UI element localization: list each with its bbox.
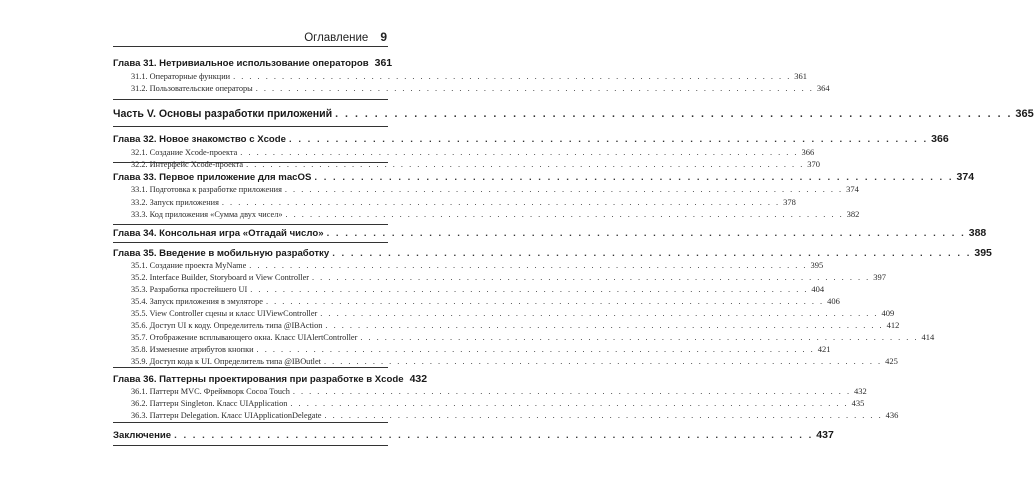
toc-entry-page: 374	[956, 171, 975, 183]
dot-leader: . . . . . . . . . . . . . . . . . . . . . . . . . . . . . . . . . . . . . . . . . . . . . . . . . . . . . . . . . . . . . . . . . . . . .	[250, 285, 809, 294]
toc-entry-title: 35.7. Отображение всплывающего окна. Класс UIAlertController	[131, 333, 358, 342]
toc-entry-title: 35.6. Доступ UI к коду. Определитель типа @IBAction	[131, 321, 323, 330]
dot-leader: . . . . . . . . . . . . . . . . . . . . . . . . . . . . . . . . . . . . . . . . . . . . . . . . . . . . . . . . . . . . . . . . . . . . .	[324, 411, 883, 420]
toc-entry-page: 404	[811, 284, 825, 294]
toc-entry-conclusion[interactable]	[113, 429, 834, 441]
toc-entry-title: 36.1. Паттерн MVC. Фреймворк Cocoa Touch	[131, 387, 290, 396]
toc-entry-chapter[interactable]	[113, 247, 992, 259]
toc-entry-title: 35.5. View Controller сцены и класс UIViewController	[131, 309, 318, 318]
toc-entry-section[interactable]	[113, 398, 865, 408]
dot-leader: . . . . . . . . . . . . . . . . . . . . . . . . . . . . . . . . . . . . . . . . . . . . . . . . . . . . . . . . . . . . . . . . . . . . .	[323, 357, 883, 366]
toc-entry-page: 436	[885, 410, 899, 420]
toc-entry-page: 374	[846, 184, 859, 194]
divider	[113, 445, 388, 446]
toc-entry-title: 33.2. Запуск приложения	[131, 198, 219, 207]
toc-entry-section[interactable]	[113, 159, 821, 169]
toc-entry-page: 361	[374, 57, 393, 69]
toc-entry-section[interactable]	[113, 386, 867, 396]
toc-entry-title: 35.2. Interface Builder, Storyboard и View Controller	[131, 273, 310, 282]
dot-leader: . . . . . . . . . . . . . . . . . . . . . . . . . . . . . . . . . . . . . . . . . . . . . . . . . . . . . . . . . . . . . . . . . . . . .	[320, 309, 879, 318]
toc-entry-section[interactable]	[113, 260, 824, 270]
toc-entry-chapter[interactable]	[113, 171, 975, 183]
dot-leader: . . . . . . . . . . . . . . . . . . . . . . . . . . . . . . . . . . . . . . . . . . . . . . . . . . . . . . . . . . . . . . . . . . . . .	[314, 172, 954, 183]
dot-leader: . . . . . . . . . . . . . . . . . . . . . . . . . . . . . . . . . . . . . . . . . . . . . . . . . . . . . . . . . . . . . . . . . . . . .	[360, 333, 919, 342]
page-number: 9	[380, 30, 387, 44]
toc-entry-title: Глава 36. Паттерны проектирования при разработке в Xcode	[113, 374, 404, 385]
toc-entry-title: 32.2. Интерфейс Xcode-проекта	[131, 160, 244, 169]
toc-entry-page: 432	[409, 373, 428, 385]
running-head-title: Оглавление	[304, 32, 369, 44]
divider	[113, 242, 388, 243]
dot-leader: . . . . . . . . . . . . . . . . . . . . . . . . . . . . . . . . . . . . . . . . . . . . . . . . . . . . . . . . . . . . . . . . . . . . .	[335, 108, 1013, 120]
toc-entry-section[interactable]	[113, 344, 831, 354]
toc-entry-page: 370	[807, 159, 821, 169]
dot-leader: . . . . . . . . . . . . . . . . . . . . . . . . . . . . . . . . . . . . . . . . . . . . . . . . . . . . . . . . . . . . . . . . . . . . .	[255, 84, 814, 93]
toc-entry-page: 437	[816, 429, 834, 441]
toc-entry-page: 382	[846, 209, 860, 219]
dot-leader: . . . . . . . . . . . . . . . . . . . . . . . . . . . . . . . . . . . . . . . . . . . . . . . . . . . . . . . . . . . . . . . . . . . . .	[285, 210, 844, 219]
toc-entry-title: 35.9. Доступ кода к UI. Определитель типа @IBOutlet	[131, 357, 321, 366]
toc-entry-page: 432	[854, 386, 867, 396]
divider	[113, 422, 388, 423]
toc-entry-title: 36.2. Паттерн Singleton. Класс UIApplication	[131, 399, 288, 408]
toc-entry-page: 388	[968, 227, 987, 239]
toc-entry-page: 378	[783, 197, 796, 207]
toc-entry-page: 414	[921, 332, 935, 342]
toc-entry-section[interactable]	[113, 272, 886, 282]
toc-entry-section[interactable]	[113, 83, 830, 93]
toc-entry-title: 33.1. Подготовка к разработке приложения	[131, 185, 282, 194]
toc-entry-part[interactable]	[113, 108, 1034, 120]
toc-entry-section[interactable]	[113, 209, 860, 219]
toc-entry-title: Часть V. Основы разработки приложений	[113, 108, 333, 120]
toc-entry-title: 32.1. Создание Xcode-проекта	[131, 148, 238, 157]
toc-entry-title: Глава 33. Первое приложение для macOS	[113, 172, 312, 183]
toc-entry-section[interactable]	[113, 147, 815, 157]
dot-leader: . . . . . . . . . . . . . . . . . . . . . . . . . . . . . . . . . . . . . . . . . . . . . . . . . . . . . . . . . . . . . . . . . . . . .	[325, 321, 884, 330]
dot-leader: . . . . . . . . . . . . . . . . . . . . . . . . . . . . . . . . . . . . . . . . . . . . . . . . . . . . . . . . . . . . . . . . . . . . .	[332, 248, 972, 259]
toc-entry-page: 406	[827, 296, 840, 306]
toc-entry-title: Глава 32. Новое знакомство с Xcode	[113, 134, 286, 145]
toc-entry-chapter[interactable]	[113, 57, 393, 69]
toc-entry-page: 397	[873, 272, 886, 282]
toc-entry-page: 395	[810, 260, 824, 270]
toc-entry-title: 35.3. Разработка простейшего UI	[131, 285, 248, 294]
toc-entry-chapter[interactable]	[113, 227, 987, 239]
toc-entry-title: 33.3. Код приложения «Сумма двух чисел»	[131, 210, 283, 219]
divider	[113, 46, 388, 47]
toc-entry-chapter[interactable]	[113, 133, 949, 145]
toc-entry-section[interactable]	[113, 184, 859, 194]
divider	[113, 367, 388, 368]
toc-entry-page: 395	[974, 247, 992, 259]
dot-leader: . . . . . . . . . . . . . . . . . . . . . . . . . . . . . . . . . . . . . . . . . . . . . . . . . . . . . . . . . . . . . . . . . . . . .	[246, 160, 805, 169]
toc-entry-section[interactable]	[113, 71, 808, 81]
toc-entry-page: 366	[801, 147, 815, 157]
dot-leader: . . . . . . . . . . . . . . . . . . . . . . . . . . . . . . . . . . . . . . . . . . . . . . . . . . . . . . . . . . . . . . . . . . . . .	[290, 399, 849, 408]
toc-entry-page: 365	[1015, 108, 1034, 120]
toc-entry-title: Заключение	[113, 430, 172, 441]
dot-leader: . . . . . . . . . . . . . . . . . . . . . . . . . . . . . . . . . . . . . . . . . . . . . . . . . . . . . . . . . . . . . . . . . . . . .	[240, 148, 799, 157]
toc-entry-title: 31.1. Операторные функции	[131, 72, 231, 81]
toc-entry-title: 35.1. Создание проекта MyName	[131, 261, 247, 270]
toc-entry-title: Глава 31. Нетривиальное использование операторов	[113, 58, 369, 69]
toc-entry-section[interactable]	[113, 296, 840, 306]
dot-leader: . . . . . . . . . . . . . . . . . . . . . . . . . . . . . . . . . . . . . . . . . . . . . . . . . . . . . . . . . . . . . . . . . . . . .	[265, 297, 825, 306]
toc-entry-page: 364	[816, 83, 830, 93]
toc-entry-page: 435	[851, 398, 865, 408]
toc-entry-chapter[interactable]	[113, 373, 428, 385]
divider	[113, 99, 388, 100]
toc-entry-page: 409	[881, 308, 895, 318]
toc-entry-title: 35.8. Изменение атрибутов кнопки	[131, 345, 254, 354]
dot-leader: . . . . . . . . . . . . . . . . . . . . . . . . . . . . . . . . . . . . . . . . . . . . . . . . . . . . . . . . . . . . . . . . . . . . .	[312, 273, 871, 282]
toc-entry-section[interactable]	[113, 332, 935, 342]
divider	[113, 224, 388, 225]
toc-entry-page: 425	[885, 356, 898, 366]
toc-entry-page: 421	[817, 344, 831, 354]
toc-entry-page: 366	[931, 133, 949, 145]
toc-entry-page: 361	[794, 71, 808, 81]
toc-entry-section[interactable]	[113, 410, 899, 420]
dot-leader: . . . . . . . . . . . . . . . . . . . . . . . . . . . . . . . . . . . . . . . . . . . . . . . . . . . . . . . . . . . . . . . . . . . . .	[256, 345, 815, 354]
toc-entry-section[interactable]	[113, 197, 796, 207]
dot-leader: . . . . . . . . . . . . . . . . . . . . . . . . . . . . . . . . . . . . . . . . . . . . . . . . . . . . . . . . . . . . . . . . . . . . .	[284, 185, 844, 194]
toc-entry-section[interactable]	[113, 356, 898, 366]
toc-entry-title: Глава 35. Введение в мобильную разработку	[113, 248, 330, 259]
divider	[113, 126, 388, 127]
toc-entry-title: 31.2. Пользовательские операторы	[131, 84, 253, 93]
toc-entry-title: 36.3. Паттерн Delegation. Класс UIApplicationDelegate	[131, 411, 322, 420]
toc-entry-page: 412	[886, 320, 900, 330]
toc-entry-title: 35.4. Запуск приложения в эмуляторе	[131, 297, 263, 306]
dot-leader: . . . . . . . . . . . . . . . . . . . . . . . . . . . . . . . . . . . . . . . . . . . . . . . . . . . . . . . . . . . . . . . . . . . . .	[326, 228, 966, 239]
toc-entry-section[interactable]	[113, 284, 825, 294]
dot-leader: . . . . . . . . . . . . . . . . . . . . . . . . . . . . . . . . . . . . . . . . . . . . . . . . . . . . . . . . . . . . . . . . . . . . .	[292, 387, 852, 396]
toc-entry-section[interactable]	[113, 308, 895, 318]
toc-entry-section[interactable]	[113, 320, 900, 330]
dot-leader: . . . . . . . . . . . . . . . . . . . . . . . . . . . . . . . . . . . . . . . . . . . . . . . . . . . . . . . . . . . . . . . . . . . . .	[249, 261, 808, 270]
dot-leader: . . . . . . . . . . . . . . . . . . . . . . . . . . . . . . . . . . . . . . . . . . . . . . . . . . . . . . . . . . . . . . . . . . . . .	[221, 198, 781, 207]
running-head	[304, 30, 387, 44]
dot-leader: . . . . . . . . . . . . . . . . . . . . . . . . . . . . . . . . . . . . . . . . . . . . . . . . . . . . . . . . . . . . . . . . . . . . .	[233, 72, 792, 81]
dot-leader: . . . . . . . . . . . . . . . . . . . . . . . . . . . . . . . . . . . . . . . . . . . . . . . . . . . . . . . . . . . . . . . . . . . . .	[289, 134, 929, 145]
toc-entry-title: Глава 34. Консольная игра «Отгадай число»	[113, 228, 324, 239]
dot-leader: . . . . . . . . . . . . . . . . . . . . . . . . . . . . . . . . . . . . . . . . . . . . . . . . . . . . . . . . . . . . . . . . . . . . .	[174, 430, 814, 441]
